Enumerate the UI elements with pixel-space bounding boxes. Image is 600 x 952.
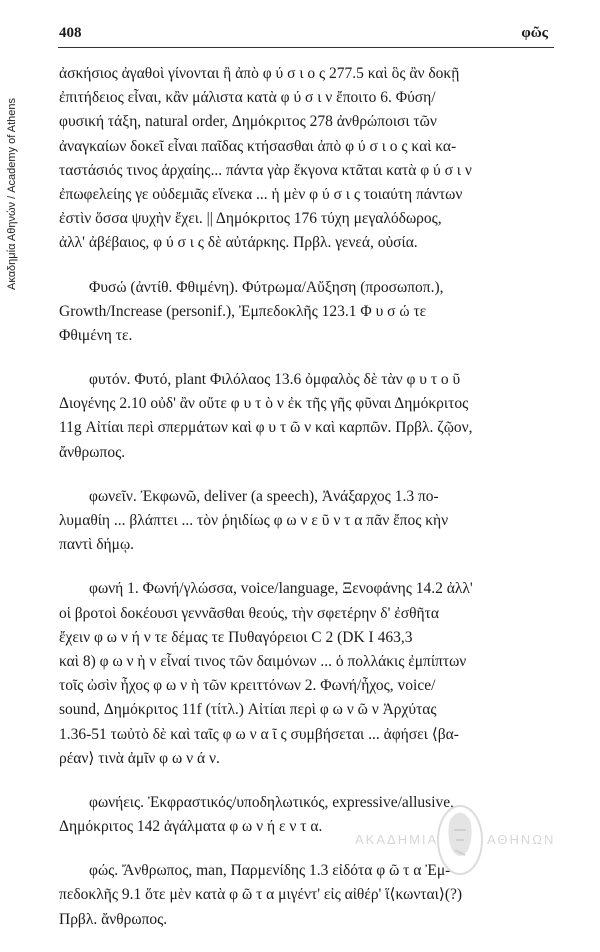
text-line: ἀλλ' ἀβέβαιος, φ ύ σ ι ς δὲ αὐτάρκης. Πρβλ. γενεά, οὐσία. (59, 234, 418, 252)
entry-phonein (59, 485, 549, 558)
text-line: ἐπωφελείης γε οὐδεμιᾶς εἵνεκα ... ἡ μὲν φ ύ σ ι ς τοιαύτη πάντων (59, 185, 463, 203)
text-line: 1.36-51 τωὐτὸ δὲ καὶ ταῖς φ ω ν α ῖ ς συμβήσεται ... ἀφήσει ⟨βα- (59, 725, 459, 743)
entry-headline: φωνή 1. Φωνή/γλώσσα, voice/language, Ξενοφάνης 14.2 ἀλλ' (89, 580, 473, 598)
entry-headline: Φυσώ (ἀντίθ. Φθιμένη). Φύτρωμα/Αὔξηση (προσωποπ.), (89, 278, 444, 296)
entry-phyton (59, 368, 549, 465)
text-line: οἱ βροτοὶ δοκέουσι γεννᾶσθαι θεούς, τὴν σφετέρην δ' ἐσθῆτα (59, 604, 440, 622)
text-line: καὶ 8) φ ω ν ὴ ν εἶναί τινος τῶν δαιμόνων ... ὁ πολλάκις ἐμπίπτων (59, 652, 467, 670)
text-line: ἀσκήσιος ἀγαθοὶ γίνονται ἢ ἀπὸ φ ύ σ ι ο ς 277.5 καὶ ὃς ἂν δοκῇ (59, 65, 460, 82)
text-line: πεδοκλῆς 9.1 ὅτε μὲν κατὰ φ ῶ τ α μιγέντ' εἰς αἰθέρ' ἵ⟨κωνται⟩(?) (59, 886, 463, 904)
watermark-text-right: ΑΘΗΝΩΝ (487, 832, 556, 847)
entry-physis-continued (59, 62, 549, 256)
page-number: 408 (59, 25, 82, 41)
watermark-text-left: ΑΚΑΔΗΜΙΑ (355, 832, 439, 847)
entry-headline: φυτόν. Φυτό, plant Φιλόλαος 13.6 ὀμφαλὸς δὲ τὰν φ υ τ ο ῦ (89, 371, 461, 389)
text-line: ἐστὶν ὅσσα ψυχὴν ἔχει. || Δημόκριτος 176 τύχη μεγαλόδωρος, (59, 210, 442, 228)
text-line: 11g Αἰτίαι περὶ σπερμάτων καὶ φ υ τ ῶ ν καὶ καρπῶν. Πρβλ. ζῷον, (59, 419, 473, 437)
running-head-word: φῶς (521, 25, 548, 41)
header-rule (58, 47, 554, 48)
text-line: φυσική τάξη, natural order, Δημόκριτος 278 ἀνθρώποισι τῶν (59, 113, 437, 131)
text-line: Δημόκριτος 142 ἀγάλματα φ ω ν ή ε ν τ α. (59, 818, 323, 836)
text-line: ταστάσιός τινος ἀρχαίης... πάντα γὰρ ἔκγονα κτᾶται κατὰ φ ύ σ ι ν (59, 161, 472, 179)
text-line: παντὶ δήμῳ. (59, 536, 135, 554)
text-line: sound, Δημόκριτος 11f (τίτλ.) Αἰτίαι περὶ φ ω ν ῶ ν Ἀρχύτας (59, 701, 437, 719)
side-watermark-text: Ακαδημία Αθηνών / Academy of Athens (6, 97, 18, 290)
text-line: λυμαθίη ... βλάπτει ... τὸν ῥηιδίως φ ω ν ε ῦ ν τ α πᾶν ἔπος κὴν (59, 512, 449, 529)
entry-headline: φωνεῖν. Ἐκφωνῶ, deliver (a speech), Ἀνάξαρχος 1.3 πο- (89, 487, 439, 505)
text-line: ἐπιτήδειος εἶναι, κἂν μάλιστα κατὰ φ ύ σ ι ν ἔποιτο 6. Φύση/ (59, 89, 436, 107)
entry-phone (59, 577, 549, 771)
text-line: τοῖς ὠσὶν ἦχος φ ω ν ὴ τῶν κρειττόνων 2. Φωνή/ἦχος, voice/ (59, 677, 436, 695)
entry-physo (59, 276, 549, 349)
text-line: ρέαν⟩ τινὰ ἀμῖν φ ω ν ά ν. (59, 749, 220, 767)
text-line: Φθιμένη τε. (59, 326, 133, 344)
text-line: Διογένης 2.10 οὐδ' ἂν οὔτε φ υ τ ὸ ν ἐκ τῆς γῆς φῦναι Δημόκριτος (59, 395, 469, 413)
text-line: ἀναγκαίων δοκεῖ εἶναι παῖδας κτήσασθαι ἀπὸ φ ύ σ ι ο ς καὶ κα- (59, 137, 457, 155)
entry-headline: φώς. Ἄνθρωπος, man, Παρμενίδης 1.3 εἰδότα φ ῶ τ α Ἐμ- (89, 862, 451, 880)
entry-headline: φωνήεις. Ἐκφραστικός/υποδηλωτικός, expressive/allusive, (89, 793, 455, 811)
athena-seal-icon (430, 800, 490, 885)
text-line: Growth/Increase (personif.), Ἐμπεδοκλῆς 123.1 Φ υ σ ώ τε (59, 302, 427, 320)
academy-watermark (335, 800, 575, 890)
text-line: ἔχειν φ ω ν ή ν τε δέμας τε Πυθαγόρειοι C 2 (DK I 463,3 (59, 628, 413, 646)
text-line: ἄνθρωπος. (59, 443, 126, 461)
text-line: Πρβλ. ἄνθρωπος. (59, 910, 168, 928)
